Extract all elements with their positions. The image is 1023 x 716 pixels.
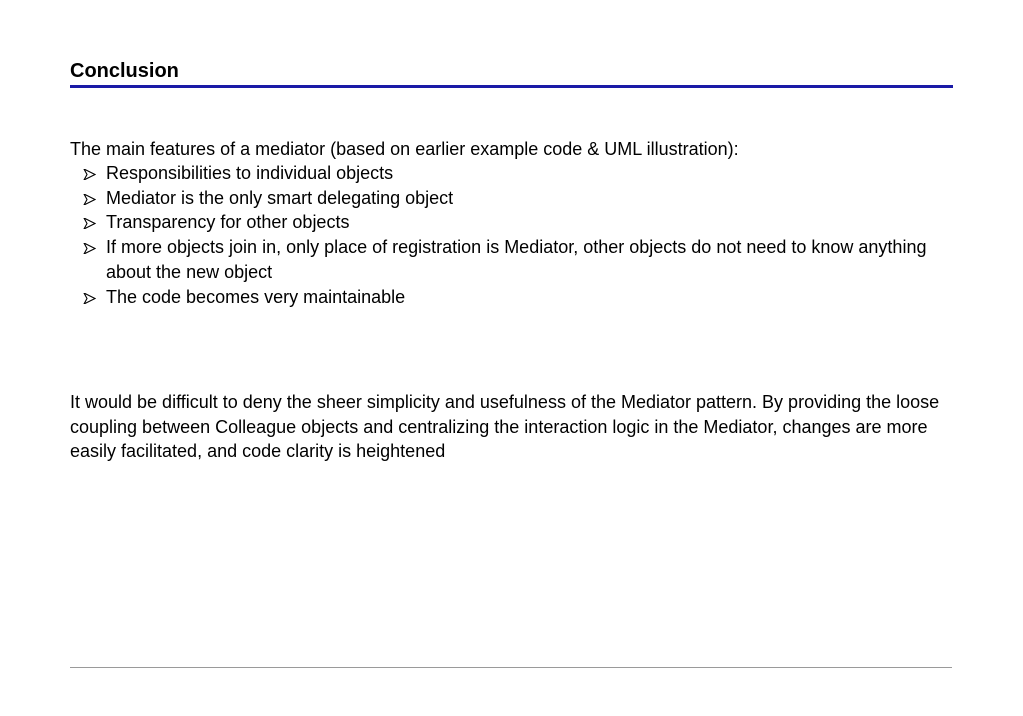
arrow-bullet-icon xyxy=(83,194,96,205)
arrow-bullet-icon xyxy=(83,293,96,304)
list-item-text: Mediator is the only smart delegating object xyxy=(106,187,454,208)
arrow-bullet-icon xyxy=(83,218,96,229)
list-item-text: Responsibilities to individual objects xyxy=(106,163,394,183)
list-item xyxy=(83,210,943,235)
intro-text: The main features of a mediator (based on earlier example code & UML illustration): xyxy=(70,139,739,159)
slide-title: Conclusion xyxy=(70,60,179,82)
list-item xyxy=(83,186,943,211)
summary-paragraph: It would be difficult to deny the sheer simplicity and usefulness of the Mediator pattern. By providing the loose coupling between Colleague objects and centralizing the interaction logic in the Mediator, changes are more easily facilitated, and code clarity is heightened xyxy=(70,392,940,461)
footer-divider xyxy=(70,667,952,668)
arrow-bullet-icon xyxy=(83,169,96,180)
list-item xyxy=(83,235,943,284)
title-underline xyxy=(70,85,953,88)
arrow-bullet-icon xyxy=(83,243,96,254)
list-item xyxy=(83,285,943,310)
list-item-text: The code becomes very maintainable xyxy=(106,286,406,307)
list-item-text: Transparency for other objects xyxy=(106,212,350,233)
list-item xyxy=(83,161,943,186)
list-item-text: If more objects join in, only place of registration is Mediator, other objects do not need to know anything about the new object xyxy=(106,237,927,282)
feature-list xyxy=(83,161,943,309)
